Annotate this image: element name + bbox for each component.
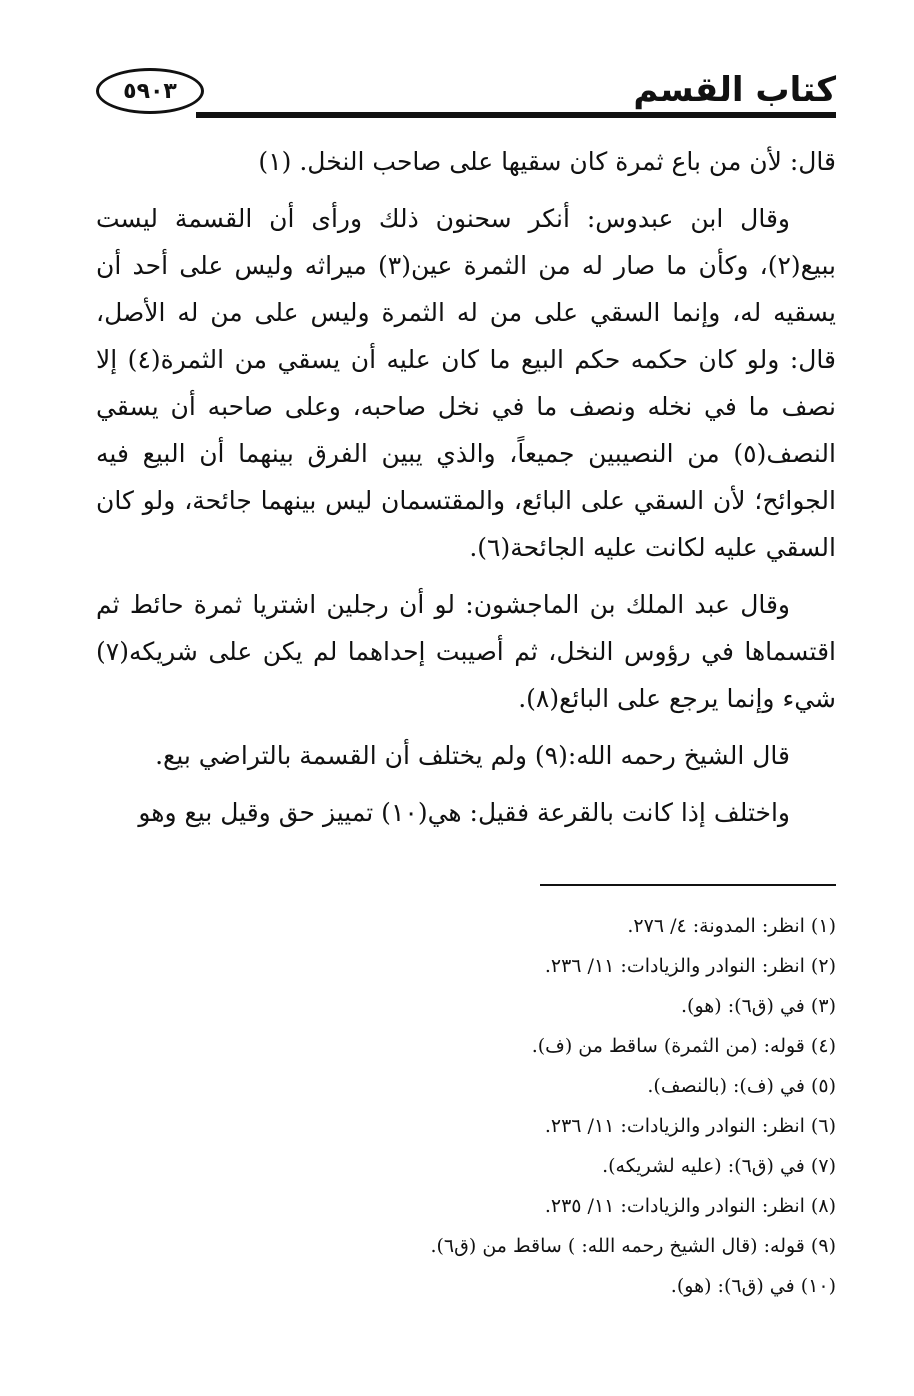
page-number: ٥٩٠٣ [123, 78, 177, 104]
footnote: (١٠) في (ق٦): (هو). [670, 1275, 836, 1297]
footnote: (٣) في (ق٦): (هو). [681, 995, 836, 1017]
footnote: (٦) انظر: النوادر والزيادات: ١١/ ٢٣٦. [544, 1115, 836, 1137]
page-header [96, 62, 836, 124]
footnote: (٧) في (ق٦): (عليه لشريكه). [602, 1155, 836, 1177]
footnotes [96, 906, 836, 1306]
paragraph: وقال ابن عبدوس: أنكر سحنون ذلك ورأى أن القسمة ليست ببيع(٢)، وكأن ما صار له من الثمرة عين(٣) ميراثه وليس على أحد أن يسقيه له، وإنما السقي على من له الثمرة وليس على من له الأصل، قال: ولو كان حكمه حكم البيع ما كان عليه أن يسقي من الثمرة(٤) إلا نصف ما في نخله ونصف ما في نخل صاحبه، وعلى صاحبه أن يسقي النصف(٥) من النصيبين جميعاً، والذي يبين الفرق بينهما أن البيع فيه الجوائح؛ لأن السقي على البائع، والمقتسمان ليس بينهما جائحة، ولو كان السقي عليه لكانت عليه الجائحة(٦). [96, 204, 836, 562]
footnote: (٨) انظر: النوادر والزيادات: ١١/ ٢٣٥. [544, 1195, 836, 1217]
footnote: (١) انظر: المدونة: ٤/ ٢٧٦. [627, 915, 836, 937]
paragraph: قال: لأن من باع ثمرة كان سقيها على صاحب النخل. (١) [258, 147, 836, 176]
footnote: (٩) قوله: (قال الشيخ رحمه الله: ) ساقط من (ق٦). [430, 1235, 836, 1257]
footnote-separator [540, 884, 836, 886]
header-rule [196, 112, 836, 118]
footnote: (٢) انظر: النوادر والزيادات: ١١/ ٢٣٦. [544, 955, 836, 977]
footnote: (٤) قوله: (من الثمرة) ساقط من (ف). [531, 1035, 836, 1057]
paragraph: وقال عبد الملك بن الماجشون: لو أن رجلين اشتريا ثمرة حائط ثم اقتسماها في رؤوس النخل، ثم أصيبت إحداهما لم يكن على شريكه(٧) شيء وإنما يرجع على البائع(٨). [96, 590, 836, 713]
page-number-badge [96, 68, 204, 114]
paragraph: قال الشيخ رحمه الله:(٩) ولم يختلف أن القسمة بالتراضي بيع. [155, 741, 790, 770]
footnote: (٥) في (ف): (بالنصف). [647, 1075, 836, 1097]
paragraph: واختلف إذا كانت بالقرعة فقيل: هي(١٠) تمييز حق وقيل بيع وهو [138, 798, 790, 827]
chapter-title: كتاب القسم [633, 70, 836, 110]
main-text [96, 138, 836, 846]
